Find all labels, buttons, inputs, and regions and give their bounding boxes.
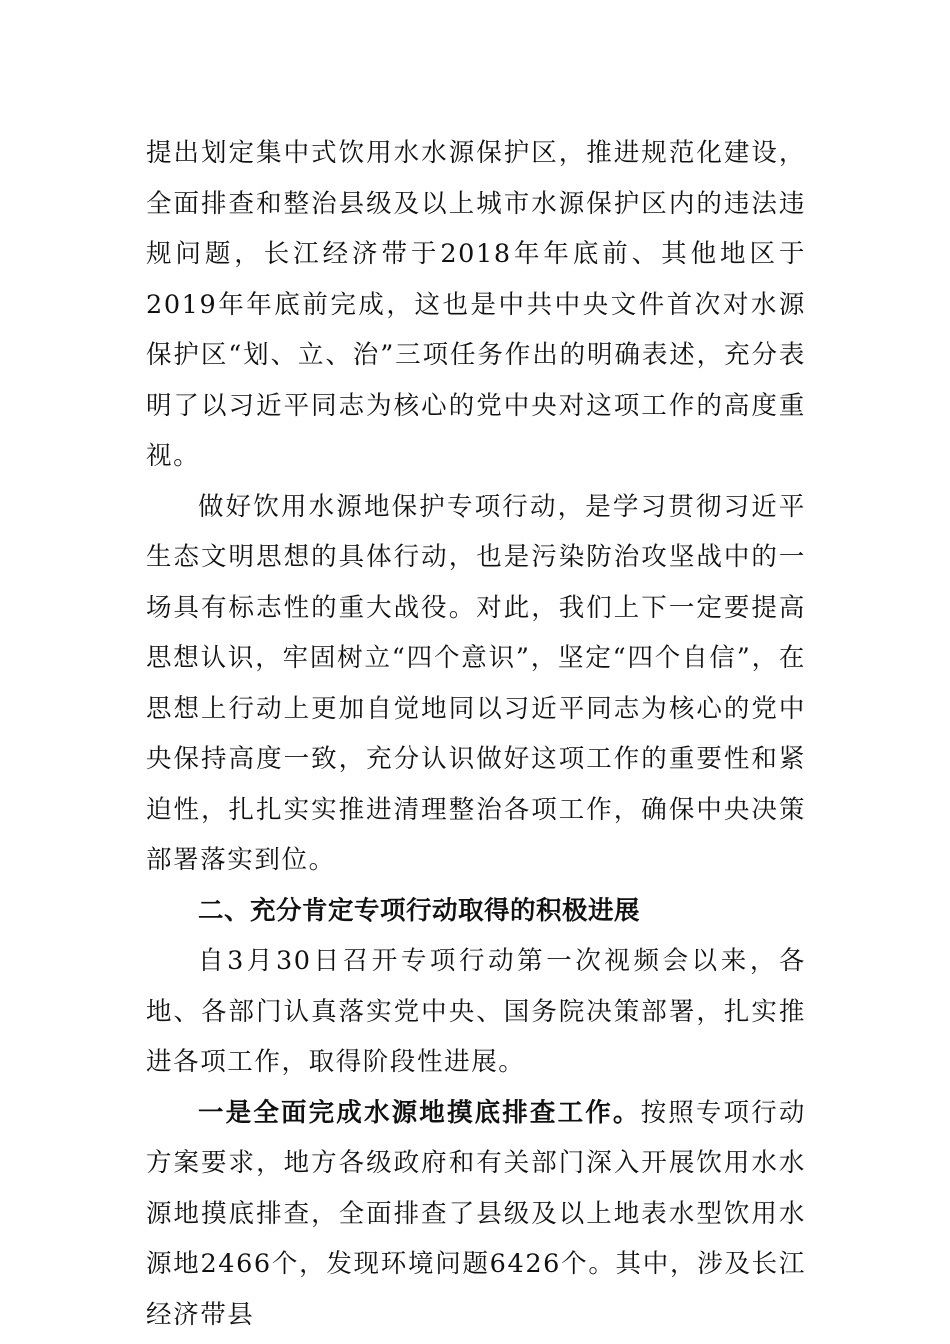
section-heading-progress: 二、充分肯定专项行动取得的积极进展	[198, 895, 641, 926]
document-page	[146, 128, 806, 1340]
paragraph-lead-bold: 一是全面完成水源地摸底排查工作。	[198, 1097, 641, 1128]
paragraph-special-action-significance: 做好饮用水源地保护专项行动，是学习贯彻习近平生态文明思想的具体行动，也是污染防治攻坚战中的一场具有标志性的重大战役。对此，我们上下一定要提高思想认识，牢固树立“四个意识”，坚定“四个自信”，在思想上行动上更加自觉地同以习近平同志为核心的党中央保持高度一致，充分认识做好这项工作的重要性和紧迫性，扎扎实实推进清理整治各项工作，确保中央决策部署落实到位。	[146, 491, 806, 875]
paragraph-water-source-protection: 提出划定集中式饮用水水源保护区，推进规范化建设，全面排查和整治县级及以上城市水源保护区内的违法违规问题，长江经济带于2018年年底前、其他地区于2019年年底前完成，这也是中共中央文件首次对水源保护区“划、立、治”三项任务作出的明确表述，充分表明了以习近平同志为核心的党中央对这项工作的高度重视。	[146, 138, 806, 471]
paragraph-survey-completed	[146, 1088, 806, 1341]
paragraph-stage-progress: 自3月30日召开专项行动第一次视频会以来，各地、各部门认真落实党中央、国务院决策部署，扎实推进各项工作，取得阶段性进展。	[146, 946, 806, 1077]
paragraph-body-text: 按照专项行动方案要求，地方各级政府和有关部门深入开展饮用水水源地摸底排查，全面排查了县级及以上地表水型饮用水源地2466个，发现环境问题6426个。其中，涉及长江经济带县	[146, 1097, 806, 1330]
